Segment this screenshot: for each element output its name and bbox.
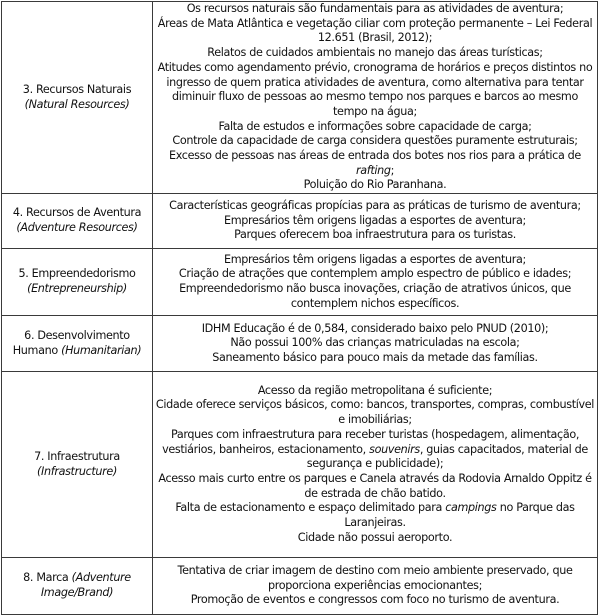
category-label: 6. Desenvolvimento Humano bbox=[12, 328, 130, 357]
category-english-label: (Infrastructure) bbox=[37, 464, 117, 478]
description-item: Saneamento básico para pouco mais da metade das famílias. bbox=[212, 350, 538, 364]
description-item: IDHM Educação é de 0,584, considerado baixo pelo PNUD (2010); bbox=[201, 321, 549, 335]
description-item: Cidade não possui aeroporto. bbox=[297, 530, 453, 544]
description-item: Empresários têm origens ligadas a esportes de aventura; bbox=[224, 213, 526, 227]
table-row bbox=[2, 316, 598, 372]
description-item: Criação de atrações que contemplem amplo espectro de público e idades; bbox=[178, 267, 572, 281]
description-item: Acesso da região metropolitana é suficiente; bbox=[257, 383, 493, 397]
description-item: Os recursos naturais são fundamentais para as atividades de aventura; bbox=[186, 2, 564, 15]
category-english-label: (Adventure Resources) bbox=[16, 221, 138, 235]
description-cell bbox=[153, 372, 598, 558]
category-cell bbox=[2, 372, 153, 558]
category-label: 8. Marca bbox=[23, 571, 69, 585]
description-item: Atitudes como agendamento prévio, cronograma de horários e preços distintos no ingresso de quem pratica atividades de aventura, como alternativa para tentar diminuir fluxo de pessoas ao mesmo tempo nos parques e barcos ao mesmo tempo na água; bbox=[157, 60, 593, 118]
table-row bbox=[2, 558, 598, 615]
italic-term: rafting bbox=[355, 163, 391, 177]
category-cell bbox=[2, 316, 153, 372]
description-item: Promoção de eventos e congressos com foco no turismo de aventura. bbox=[190, 593, 560, 607]
description-item: Acesso mais curto entre os parques e Canela através da Rodovia Arnaldo Oppitz é de estrada de chão batido. bbox=[158, 471, 592, 500]
table-row bbox=[2, 194, 598, 249]
italic-term: campings bbox=[445, 501, 497, 515]
description-item: Áreas de Mata Atlântica e vegetação ciliar com proteção permanente – Lei Federal 12.651 (Brasil, 2012); bbox=[157, 16, 593, 45]
category-cell bbox=[2, 249, 153, 316]
dimensions-table bbox=[1, 1, 598, 615]
category-label: 4. Recursos de Aventura bbox=[12, 206, 142, 220]
category-cell bbox=[2, 558, 153, 615]
category-english-label: (Entrepreneurship) bbox=[27, 282, 127, 296]
category-label: 7. Infraestrutura bbox=[34, 449, 120, 463]
description-item: Controle da capacidade de carga considera questões puramente estruturais; bbox=[172, 134, 578, 148]
description-item: Não possui 100% das crianças matriculadas na escola; bbox=[230, 336, 520, 350]
description-item: Características geográficas propícias para as práticas de turismo de aventura; bbox=[169, 199, 581, 213]
description-item: Parques com infraestrutura para receber turistas (hospedagem, alimentação, vestiários, banheiros, estacionamento, souvenirs, guias capacitados, material de segurança e publicidade); bbox=[162, 427, 588, 471]
category-english-label: (Natural Resources) bbox=[24, 97, 130, 111]
description-item: Falta de estudos e informações sobre capacidade de carga; bbox=[218, 119, 532, 133]
table-row bbox=[2, 372, 598, 558]
category-label: 3. Recursos Naturais bbox=[22, 82, 132, 96]
category-english-label: (Adventure Image/Brand) bbox=[40, 571, 131, 600]
category-label: 5. Empreendedorismo bbox=[18, 267, 136, 281]
description-item: Tentativa de criar imagem de destino com meio ambiente preservado, que proporciona experiências emocionantes; bbox=[177, 564, 573, 592]
category-cell bbox=[2, 194, 153, 249]
description-item: Parques oferecem boa infraestrutura para os turistas. bbox=[234, 228, 516, 242]
italic-term: souvenirs bbox=[369, 442, 420, 456]
category-cell bbox=[2, 2, 153, 194]
description-cell bbox=[153, 2, 598, 194]
table-row bbox=[2, 249, 598, 316]
description-item: Falta de estacionamento e espaço delimitado para campings no Parque das Laranjeiras. bbox=[175, 501, 575, 530]
category-english-label: (Humanitarian) bbox=[61, 343, 142, 357]
description-item: Relatos de cuidados ambientais no manejo das áreas turísticas; bbox=[207, 46, 543, 60]
description-item: Excesso de pessoas nas áreas de entrada dos botes nos rios para a prática de rafting; bbox=[169, 149, 581, 177]
description-item: Empresários têm origens ligadas a esportes de aventura; bbox=[224, 252, 526, 266]
description-cell bbox=[153, 194, 598, 249]
description-cell bbox=[153, 316, 598, 372]
description-cell bbox=[153, 249, 598, 316]
table-row bbox=[2, 2, 598, 194]
description-item: Empreendedorismo não busca inovações, criação de atrativos únicos, que contemplem nichos específicos. bbox=[179, 282, 571, 310]
description-cell bbox=[153, 558, 598, 615]
description-item: Poluição do Rio Paranhana. bbox=[303, 178, 447, 192]
description-item: Cidade oferece serviços básicos, como: bancos, transportes, compras, combustível e imobiliárias; bbox=[155, 398, 595, 427]
